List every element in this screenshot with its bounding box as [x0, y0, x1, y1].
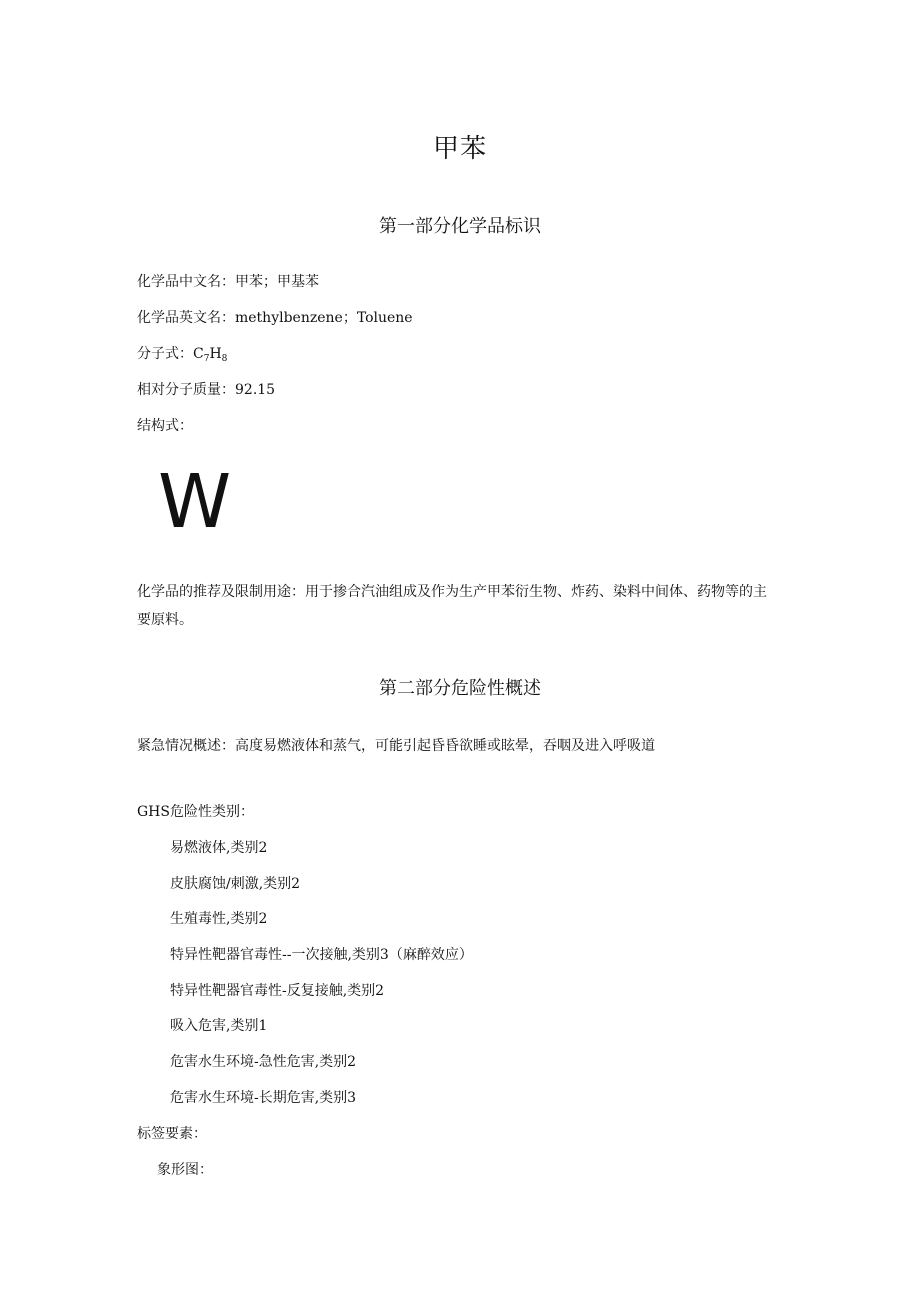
- ghs-item: 皮肤腐蚀/刺激,类别2: [170, 876, 301, 892]
- formula-c: C: [193, 346, 204, 362]
- usage-paragraph: 化学品的推荐及限制用途：用于掺合汽油组成及作为生产甲苯衍生物、炸药、染料中间体、药物等的主要原料。: [137, 584, 767, 628]
- structure-image: W: [158, 459, 228, 545]
- emergency-overview: 紧急情况概述：高度易燃液体和蒸气，可能引起昏昏欲睡或眩晕，吞咽及进入呼吸道: [137, 738, 655, 754]
- ghs-item: 吸入危害,类别1: [170, 1018, 268, 1034]
- document-title: 甲苯: [432, 134, 487, 164]
- english-name: 化学品英文名：methylbenzene；Toluene: [137, 310, 413, 326]
- structure-label: 结构式：: [137, 418, 193, 434]
- pictogram-label: 象形图：: [157, 1162, 213, 1178]
- ghs-item: 生殖毒性,类别2: [170, 911, 268, 927]
- formula-c-subscript: 7: [203, 354, 210, 364]
- section-heading-part1: 第一部分化学品标识: [379, 216, 541, 237]
- ghs-item: 特异性靶器官毒性-反复接触,类别2: [170, 983, 385, 999]
- label-elements: 标签要素：: [137, 1126, 207, 1142]
- chinese-name: 化学品中文名：甲苯；甲基苯: [137, 274, 319, 290]
- formula-label: 分子式：: [137, 346, 193, 362]
- molecular-formula: [137, 344, 227, 369]
- section-heading-part2: 第二部分危险性概述: [379, 678, 541, 699]
- ghs-item: 特异性靶器官毒性--一次接触,类别3（麻醉效应）: [170, 947, 473, 963]
- formula-h: H: [209, 346, 222, 362]
- ghs-item: 易燃液体,类别2: [170, 840, 268, 856]
- molecular-mass: 相对分子质量：92.15: [137, 382, 276, 398]
- ghs-item: 危害水生环境-急性危害,类别2: [170, 1054, 357, 1070]
- ghs-label: GHS危险性类别：: [137, 804, 254, 820]
- formula-h-subscript: 8: [221, 354, 228, 364]
- ghs-item: 危害水生环境-长期危害,类别3: [170, 1090, 357, 1106]
